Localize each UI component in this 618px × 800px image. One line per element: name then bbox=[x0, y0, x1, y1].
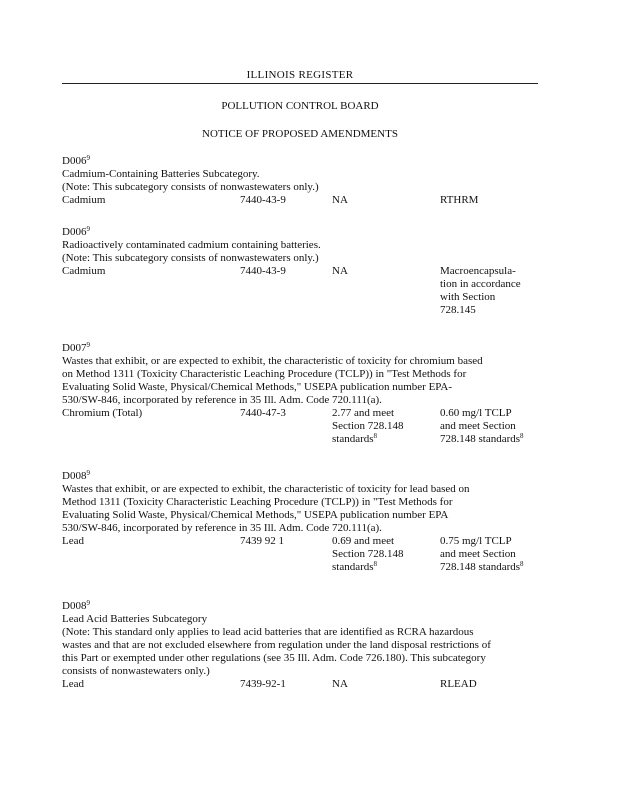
waste-code: $D008^9$ bbox=[62, 469, 90, 482]
cas-number: 7440-47-3 bbox=[240, 407, 286, 419]
section-line: Wastes that exhibit, or are expected to exhibit, the characteristic of toxicity for chromium based bbox=[62, 355, 483, 367]
wastewater-standard: NA bbox=[332, 265, 348, 277]
section-line: 530/SW-846, incorporated by reference in 35 Ill. Adm. Code 720.111(a). bbox=[62, 394, 382, 406]
section-line: (Note: This standard only applies to lead acid batteries that are identified as RCRA hazardous bbox=[62, 626, 474, 638]
footnote-mark: 8 bbox=[520, 432, 524, 440]
section-line: this Part or exempted under other regulations (see 35 Ill. Adm. Code 726.180). This subcategory bbox=[62, 652, 486, 664]
waste-code: $D007^9$ bbox=[62, 341, 90, 354]
constituent: Lead bbox=[62, 535, 84, 547]
section-line: Cadmium-Containing Batteries Subcategory. bbox=[62, 168, 260, 180]
section-d006-radioactive bbox=[62, 226, 542, 317]
standard-row bbox=[62, 678, 542, 691]
section-line: Radioactively contaminated cadmium containing batteries. bbox=[62, 239, 321, 251]
section-line: Evaluating Solid Waste, Physical/Chemical Methods," USEPA publication number EPA bbox=[62, 509, 449, 521]
section-d008-lead bbox=[62, 470, 542, 574]
footnote-mark: 9 bbox=[86, 225, 90, 233]
footnote-mark: 9 bbox=[86, 599, 90, 607]
notice-title: NOTICE OF PROPOSED AMENDMENTS bbox=[202, 128, 398, 140]
footnote-mark: 8 bbox=[373, 432, 378, 440]
section-line: Evaluating Solid Waste, Physical/Chemical Methods," USEPA publication number EPA- bbox=[62, 381, 453, 393]
waste-code: $D006^9$ bbox=[62, 154, 90, 167]
cas-number: 7439-92-1 bbox=[240, 678, 286, 690]
standard-row bbox=[62, 265, 542, 317]
standard-row bbox=[62, 407, 542, 446]
cas-number: 7440-43-9 bbox=[240, 265, 286, 277]
footnote-mark: 8 bbox=[373, 560, 378, 568]
wastewater-standard: 2.77 and meet Section 728.148 standards$^8$ bbox=[332, 407, 404, 445]
cas-number: 7440-43-9 bbox=[240, 194, 286, 206]
footnote-mark: 9 bbox=[86, 341, 90, 349]
section-line: (Note: This subcategory consists of nonwastewaters only.) bbox=[62, 181, 319, 193]
nonwastewater-standard: 0.60 mg/l TCLP and meet Section 728.148 standards$^8$ bbox=[440, 407, 524, 445]
section-line: 530/SW-846, incorporated by reference in 35 Ill. Adm. Code 720.111(a). bbox=[62, 522, 382, 534]
nonwastewater-standard: 0.75 mg/l TCLP and meet Section 728.148 standards$^8$ bbox=[440, 535, 524, 573]
section-line: Wastes that exhibit, or are expected to exhibit, the characteristic of toxicity for lead based on bbox=[62, 483, 470, 495]
wastewater-standard: NA bbox=[332, 194, 348, 206]
footnote-mark: 8 bbox=[520, 560, 524, 568]
section-d006-batteries bbox=[62, 155, 542, 207]
standard-row bbox=[62, 535, 542, 574]
footnote-mark: 9 bbox=[86, 154, 90, 162]
section-line: consists of nonwastewaters only.) bbox=[62, 665, 210, 677]
section-line: Lead Acid Batteries Subcategory bbox=[62, 613, 208, 625]
constituent: Chromium (Total) bbox=[62, 407, 143, 419]
constituent: Cadmium bbox=[62, 194, 106, 206]
nonwastewater-standard: Macroencapsula- tion in accordance with Section 728.145 bbox=[440, 265, 521, 316]
footnote-mark: 9 bbox=[86, 469, 90, 477]
register-header: ILLINOIS REGISTER bbox=[246, 69, 354, 81]
constituent: Lead bbox=[62, 678, 84, 690]
section-d007-chromium bbox=[62, 342, 542, 446]
section-line: wastes and that are not excluded elsewhere from regulation under the land disposal restrictions of bbox=[62, 639, 491, 651]
section-line: (Note: This subcategory consists of nonwastewaters only.) bbox=[62, 252, 319, 264]
wastewater-standard: NA bbox=[332, 678, 348, 690]
wastewater-standard: 0.69 and meet Section 728.148 standards$^8$ bbox=[332, 535, 404, 573]
nonwastewater-standard: RTHRM bbox=[440, 194, 479, 206]
section-line: Method 1311 (Toxicity Characteristic Leaching Procedure (TCLP)) in "Test Methods for bbox=[62, 496, 453, 508]
waste-code: $D008^9$ bbox=[62, 599, 90, 612]
header-divider bbox=[62, 83, 538, 84]
standard-row bbox=[62, 194, 542, 207]
cas-number: 7439 92 1 bbox=[240, 535, 284, 547]
section-d008-lead-acid bbox=[62, 600, 542, 691]
section-line: on Method 1311 (Toxicity Characteristic Leaching Procedure (TCLP)) in "Test Methods for bbox=[62, 368, 467, 380]
constituent: Cadmium bbox=[62, 265, 106, 277]
waste-code: $D006^9$ bbox=[62, 225, 90, 238]
board-title: POLLUTION CONTROL BOARD bbox=[221, 100, 379, 112]
nonwastewater-standard: RLEAD bbox=[440, 678, 477, 690]
